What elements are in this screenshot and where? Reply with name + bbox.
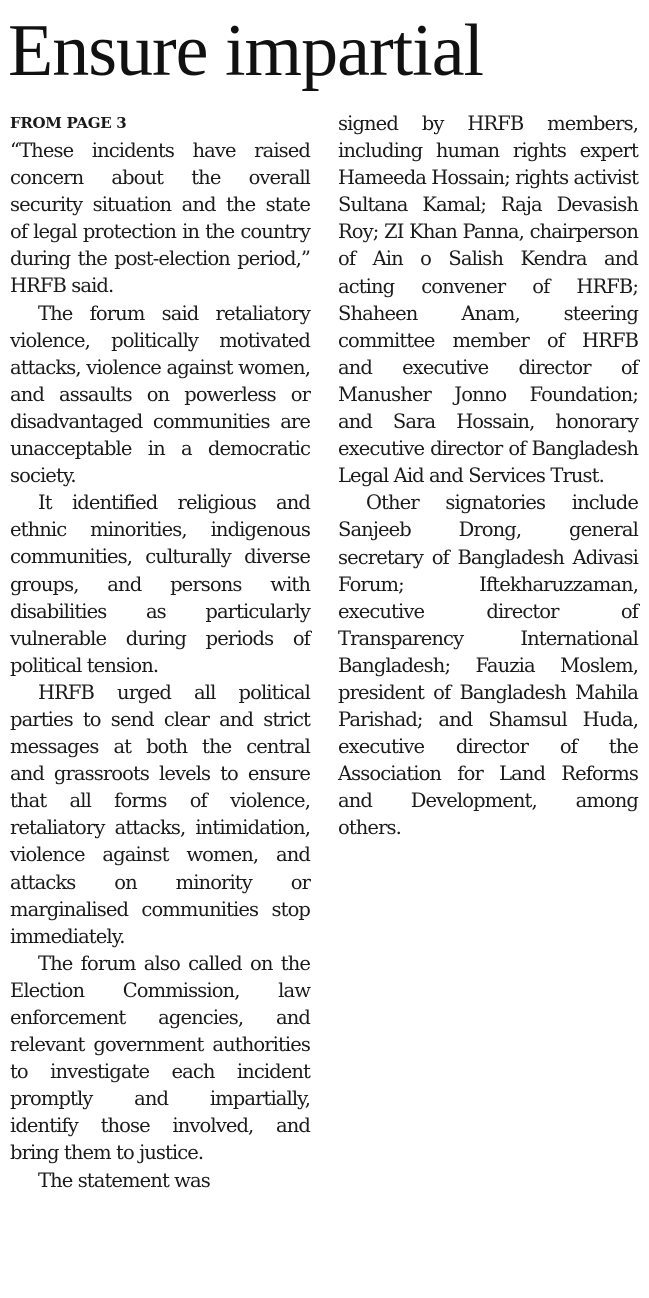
headline: Ensure impartial bbox=[8, 10, 484, 92]
article-column-right bbox=[338, 110, 638, 842]
continuation-kicker: FROM PAGE 3 bbox=[10, 114, 127, 132]
article-column-left bbox=[10, 110, 310, 1194]
paragraph: The forum said retaliatory violence, politically motivated attacks, violence against women, and assaults on powerless or disadvantaged communities are unacceptable in a democratic society. bbox=[10, 301, 310, 488]
paragraph: The statement was bbox=[38, 1168, 210, 1192]
paragraph: HRFB urged all political parties to send clear and strict messages at both the central and grassroots levels to ensure that all forms of violence, retaliatory attacks, intimidation, violence against women, and attacks on minority or marginalised communities stop immediately. bbox=[10, 680, 310, 948]
paragraph: Other signatories include Sanjeeb Drong, general secretary of Bangladesh Adivasi Forum; Iftekharuzzaman, executive director of Transparency International Bangladesh; Fauzia Moslem, president of Bangladesh Mahila Parishad; and Shamsul Huda, executive director of the Association for Land Reforms and Development, among others. bbox=[338, 491, 638, 840]
paragraph: “These incidents have raised concern about the overall security situation and the state of legal protection in the country during the post-election period,” HRFB said. bbox=[10, 139, 310, 298]
paragraph: signed by HRFB members, including human rights expert Hameeda Hossain; rights activist Sultana Kamal; Raja Devasish Roy; ZI Khan Panna, chairperson of Ain o Salish Kendra and acting convener of HRFB; Shaheen Anam, steering committee member of HRFB and executive director of Manusher Jonno Foundation; and Sara Hossain, honorary executive director of Bangladesh Legal Aid and Services Trust. bbox=[338, 112, 639, 488]
paragraph: It identified religious and ethnic minorities, indigenous communities, culturally diverse groups, and persons with disabilities as particularly vulnerable during periods of political tension. bbox=[10, 491, 310, 677]
paragraph: The forum also called on the Election Commission, law enforcement agencies, and relevant government authorities to investigate each incident promptly and impartially, identify those involved, and bring them to justice. bbox=[10, 951, 310, 1165]
